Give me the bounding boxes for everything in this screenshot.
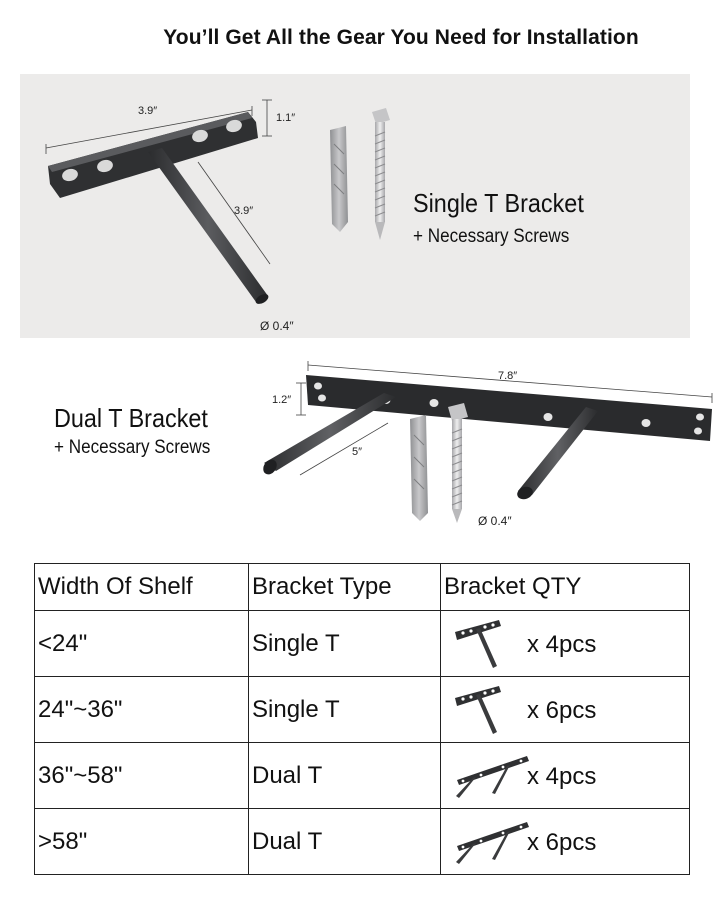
table-row xyxy=(35,611,690,677)
dual-dim-width-label: 7.8″ xyxy=(498,370,518,382)
dim-diameter-label: Ø 0.4″ xyxy=(260,319,294,333)
cell-qty xyxy=(441,743,690,809)
cell-width: <24" xyxy=(35,611,249,677)
wall-anchor xyxy=(330,126,348,232)
dual-dim-rod-label: 5″ xyxy=(352,446,363,458)
table-header-row xyxy=(35,564,690,611)
cell-qty xyxy=(441,809,690,875)
single-bracket-illustration xyxy=(20,74,690,338)
dim-rod-label: 3.9″ xyxy=(234,205,254,217)
cell-width: >58" xyxy=(35,809,249,875)
dim-height-line xyxy=(262,100,272,136)
dual-bracket-title: Dual T Bracket xyxy=(54,403,208,433)
qty-text: x 4pcs xyxy=(527,631,597,658)
bracket-quantity-table xyxy=(34,563,690,875)
single-bracket-panel xyxy=(20,74,690,338)
dim-width-label: 3.9″ xyxy=(138,105,158,117)
single-rod xyxy=(148,148,270,306)
header-width: Width Of Shelf xyxy=(35,564,249,611)
cell-type: Single T xyxy=(249,677,441,743)
dim-height-label: 1.1″ xyxy=(276,112,296,124)
dual-wall-anchor xyxy=(410,415,428,521)
header-qty: Bracket QTY xyxy=(441,564,690,611)
dual-dim-rod-line xyxy=(300,423,388,475)
dual-t-bracket-icon xyxy=(451,750,531,802)
single-t-bracket-icon xyxy=(451,684,521,736)
lag-screw xyxy=(372,108,390,240)
cell-qty xyxy=(441,611,690,677)
table-row xyxy=(35,809,690,875)
qty-text: x 4pcs xyxy=(527,763,597,790)
qty-text: x 6pcs xyxy=(527,829,597,856)
single-bracket-title: Single T Bracket xyxy=(413,188,584,218)
table-row xyxy=(35,743,690,809)
table-row xyxy=(35,677,690,743)
single-bracket-subtitle: + Necessary Screws xyxy=(413,226,570,247)
cell-type: Single T xyxy=(249,611,441,677)
dual-bracket-subtitle: + Necessary Screws xyxy=(54,437,211,458)
dual-dim-height-line xyxy=(296,383,306,415)
cell-width: 24"~36" xyxy=(35,677,249,743)
cell-width: 36"~58" xyxy=(35,743,249,809)
qty-text: x 6pcs xyxy=(527,697,597,724)
dual-dim-diameter-label: Ø 0.4″ xyxy=(478,514,512,528)
header-type: Bracket Type xyxy=(249,564,441,611)
dual-t-bracket-icon xyxy=(451,816,531,868)
dual-lag-screw xyxy=(448,403,468,523)
cell-qty xyxy=(441,677,690,743)
headline: You’ll Get All the Gear You Need for Installation xyxy=(163,26,639,49)
dual-dim-height-label: 1.2″ xyxy=(272,394,292,406)
dual-bracket-panel xyxy=(0,345,720,540)
cell-type: Dual T xyxy=(249,809,441,875)
single-t-bracket-icon xyxy=(451,618,521,670)
cell-type: Dual T xyxy=(249,743,441,809)
